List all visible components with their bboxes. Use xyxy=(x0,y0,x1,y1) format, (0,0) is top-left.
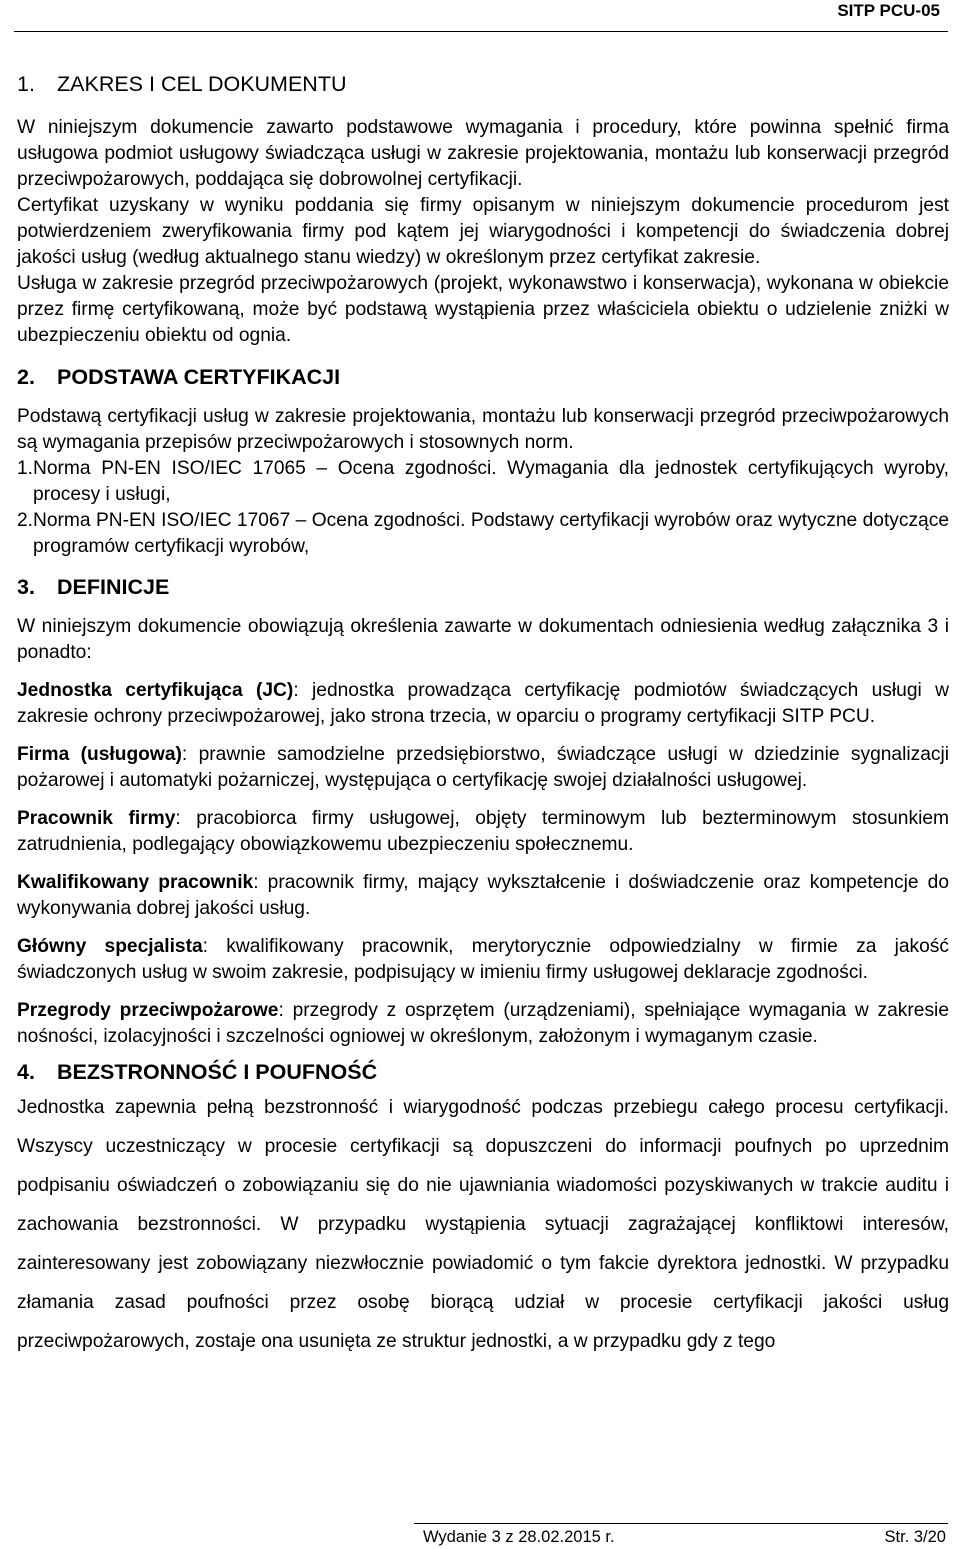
definition-text: : przegrody z osprzętem (urządzeniami), spełniające wymagania w zakresie nośności, izolacyjności i szczelności ogniowej w określonym, założonym i wymaganym czasie. xyxy=(17,1000,949,1047)
definition-item xyxy=(17,934,949,986)
header-rule xyxy=(14,31,948,32)
edition-label: Wydanie 3 z 28.02.2015 r. xyxy=(423,1528,615,1546)
section-3-title: DEFINICJE xyxy=(57,575,170,599)
norm-list-text: Norma PN-EN ISO/IEC 17067 – Ocena zgodności. Podstawy certyfikacji wyrobów oraz wytyczne dotyczące programów certyfikacji wyrobów, xyxy=(33,510,949,557)
section-4-number: 4. xyxy=(17,1060,35,1084)
section-4-title: BEZSTRONNOŚĆ I POUFNOŚĆ xyxy=(57,1060,378,1084)
section-2-heading xyxy=(17,363,949,391)
section-1-number: 1. xyxy=(17,72,35,96)
section-4-heading xyxy=(17,1058,949,1086)
definition-text: : pracobiorca firmy usługowej, objęty terminowym lub bezterminowym stosunkiem zatrudnienia, podlegający obowiązkowemu ubezpieczeniu społecznemu. xyxy=(17,808,949,855)
document-code: SITP PCU-05 xyxy=(837,1,940,20)
definition-term: Pracownik firmy xyxy=(17,808,176,829)
section-4 xyxy=(17,1058,949,1361)
definition-term: Jednostka certyfikująca (JC) xyxy=(17,680,294,701)
section-2-intro: Podstawą certyfikacji usług w zakresie projektowania, montażu lub konserwacji przegród przeciwpożarowych są wymagania przepisów przeciwpożarowych i stosownych norm. xyxy=(17,406,949,453)
definition-text: : jednostka prowadząca certyfikację podmiotów świadczących usługi w zakresie ochrony przeciwpożarowej, jako strona trzecia, w oparciu o programy certyfikacji SITP PCU. xyxy=(17,680,950,727)
section-3-heading xyxy=(17,573,949,601)
definition-item xyxy=(17,998,949,1050)
definition-item xyxy=(17,806,949,858)
definition-item xyxy=(17,742,949,794)
definition-text: : pracownik firmy, mający wykształcenie i doświadczenie oraz kompetencje do wykonywania dobrej jakości usług. xyxy=(17,872,949,919)
section-1-paragraph-1: W niniejszym dokumencie zawarto podstawowe wymagania i procedury, które powinna spełnić firma usługowa podmiot usługowy świadcząca usługi w zakresie projektowania, montażu lub konserwacji przegród przeciwpożarowych, poddająca się dobrowolnej certyfikacji. xyxy=(17,117,949,190)
section-1 xyxy=(17,70,949,349)
definition-term: Firma (usługowa) xyxy=(17,744,182,765)
norm-list-item xyxy=(17,508,949,560)
section-1-title: ZAKRES I CEL DOKUMENTU xyxy=(57,72,347,96)
section-1-heading xyxy=(17,70,949,98)
section-3-number: 3. xyxy=(17,575,35,599)
definition-term: Przegrody przeciwpożarowe xyxy=(17,1000,279,1021)
norm-list-number: 2. xyxy=(17,510,34,531)
section-3-intro: W niniejszym dokumencie obowiązują określenia zawarte w dokumentach odniesienia według załącznika 3 i ponadto: xyxy=(17,616,949,663)
section-4-paragraph: Jednostka zapewnia pełną bezstronność i wiarygodność podczas przebiegu całego procesu certyfikacji. Wszyscy uczestniczący w procesie certyfikacji są dopuszczeni do informacji poufnych po uprzednim podpisaniu oświadczeń o zobowiązaniu się do nie ujawniania wiadomości pozyskiwanych w trakcie auditu i zachowania bezstronności. W przypadku wystąpienia sytuacji zagrażającej konfliktowi interesów, zainteresowany jest zobowiązany niezwłocznie powiadomić o tym fakcie dyrektora jednostki. W przypadku złamania zasad poufności przez osobę biorącą udział w procesie certyfikacji jakości usług przeciwpożarowych, zostaje ona usunięta ze struktur jednostki, a w przypadku gdy z tego xyxy=(17,1097,949,1352)
definition-item xyxy=(17,870,949,922)
definition-term: Główny specjalista xyxy=(17,936,203,957)
definition-term: Kwalifikowany pracownik xyxy=(17,872,254,893)
norm-list-number: 1. xyxy=(17,458,34,479)
section-1-paragraph-3: Usługa w zakresie przegród przeciwpożarowych (projekt, wykonawstwo i konserwacja), wykonana w obiekcie przez firmę certyfikowaną, może być podstawą wystąpienia przez właściciela obiektu o udzielenie zniżki w ubezpieczeniu obiektu od ognia. xyxy=(17,273,949,346)
definition-text: : prawnie samodzielne przedsiębiorstwo, świadczące usługi w dziedzinie sygnalizacji pożarowej i automatyki pożarniczej, występująca o certyfikację swojej działalności usługowej. xyxy=(17,744,950,791)
section-2 xyxy=(17,363,949,560)
definition-item xyxy=(17,678,949,730)
norm-list-item xyxy=(17,456,949,508)
document-body xyxy=(17,70,949,1361)
section-2-title: PODSTAWA CERTYFIKACJI xyxy=(57,365,341,389)
definition-text: : kwalifikowany pracownik, merytorycznie odpowiedzialny w firmie za jakość świadczonych usług w swoim zakresie, podpisujący w imieniu firmy usługowej deklaracje zgodności. xyxy=(17,936,949,983)
section-1-paragraph-2: Certyfikat uzyskany w wyniku poddania się firmy opisanym w niniejszym dokumencie procedurom jest potwierdzeniem zweryfikowania firmy pod kątem jej wiarygodności i kompetencji do świadczenia dobrej jakości usług (według aktualnego stanu wiedzy) w określonym przez certyfikat zakresie. xyxy=(17,195,949,268)
footer-rule xyxy=(414,1523,948,1524)
section-2-number: 2. xyxy=(17,365,35,389)
page-number: Str. 3/20 xyxy=(884,1528,946,1546)
norm-list-text: Norma PN-EN ISO/IEC 17065 – Ocena zgodności. Wymagania dla jednostek certyfikujących wyroby, procesy i usługi, xyxy=(33,458,949,505)
section-3 xyxy=(17,573,949,1050)
